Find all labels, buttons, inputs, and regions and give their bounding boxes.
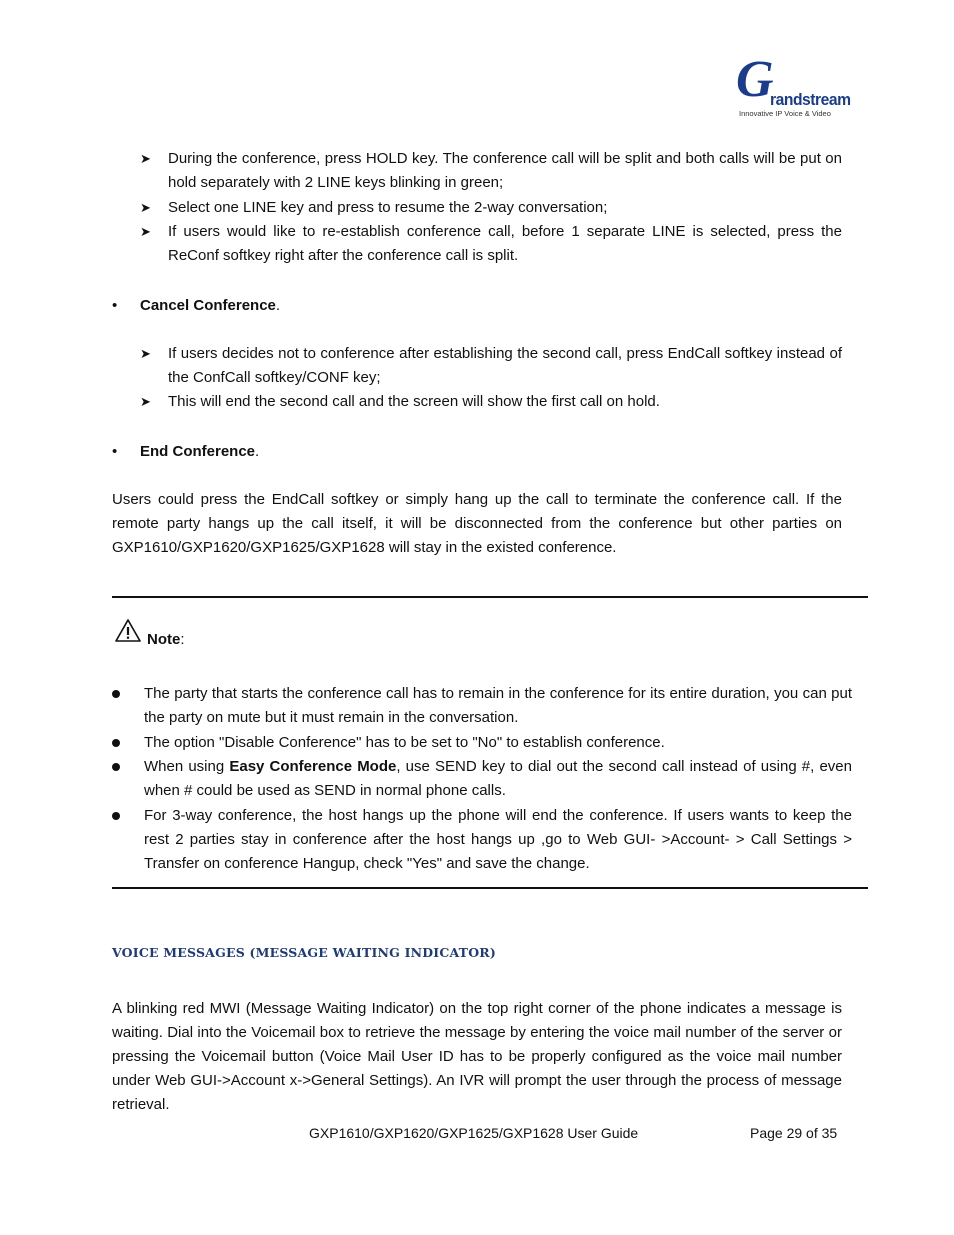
bullet-icon — [112, 690, 120, 698]
hold-step-text: If users would like to re-establish conference call, before 1 separate LINE is selected, press the ReConf softkey right after the conference call is split. — [168, 223, 842, 264]
note-item-text: The option "Disable Conference" has to be set to "No" to establish conference. — [144, 734, 665, 751]
footer-page-number: Page 29 of 35 — [750, 1125, 838, 1141]
bullet-icon — [112, 812, 120, 820]
end-conference-label: End Conference — [140, 443, 256, 460]
cancel-step — [140, 342, 842, 390]
arrow-bullet-icon: ➤ — [140, 394, 151, 409]
voice-messages-title: VOICE MESSAGES (MESSAGE WAITING INDICATOR) — [112, 945, 496, 960]
hold-step-text: During the conference, press HOLD key. The conference call will be split and both calls will be put on hold separately with 2 LINE keys blinking in green; — [168, 150, 842, 191]
note-label: Note — [147, 631, 181, 648]
logo-wordmark: randstream — [770, 90, 851, 109]
note-item-text-post: , use SEND key to dial out the second call instead of using #, even when # could be used as SEND in normal phone calls. — [144, 758, 852, 799]
grandstream-logo — [734, 51, 851, 120]
note-item-text-pre: When using — [144, 758, 230, 775]
hold-step-text: Select one LINE key and press to resume the 2-way conversation; — [168, 199, 608, 216]
easy-conference-mode-term: Easy Conference Mode — [229, 758, 397, 775]
logo-tagline: Innovative IP Voice & Video — [739, 109, 831, 118]
voice-messages-paragraph: A blinking red MWI (Message Waiting Indicator) on the top right corner of the phone indicates a message is waiting. Dial into the Voicemail box to retrieve the message by entering the voice mail number of the server or pressing the Voicemail button (Voice Mail User ID has to be properly configured as the voice mail number under Web GUI->Account x->General Settings). An IVR will prompt the user through the process of message retrieval. — [112, 1000, 842, 1113]
cancel-step-text: This will end the second call and the screen will show the first call on hold. — [168, 393, 660, 410]
note-item-text — [144, 755, 852, 803]
note-item — [112, 731, 852, 755]
hold-step — [140, 196, 842, 220]
cancel-step — [140, 390, 842, 414]
arrow-bullet-icon: ➤ — [140, 224, 151, 239]
bullet-icon — [112, 763, 120, 771]
arrow-bullet-icon: ➤ — [140, 346, 151, 361]
logo-letter: G — [736, 51, 774, 108]
bullet-icon: • — [112, 297, 118, 314]
arrow-bullet-icon: ➤ — [140, 151, 151, 166]
bullet-icon: • — [112, 443, 118, 460]
hold-step — [140, 147, 842, 195]
cancel-conference-label: Cancel Conference — [140, 297, 276, 314]
arrow-bullet-icon: ➤ — [140, 200, 151, 215]
document-page: G randstream Innovative IP Voice & Video ➤ During the conference, press HOLD key. The conference call will be split and both calls will be put on hold separately with 2 LINE keys blinking in green; ➤ Select one LINE key and press to resume the 2-way conversation; ➤ If users would like to re-establish conference call, before 1 separate LINE is selected, press the ReConf softkey right after the conference call is split. • Cancel Conference. ➤ If users decides not to conference after establishing the second call, press EndCall softkey instead of the ConfCall softkey/CONF key; ➤ This will end the second call and the screen will show the first call on hold. • End Conference. Users could press the EndCall softkey or simply hang up the call to terminate the conference call. If the remote party hangs up the call itself, it will be disconnected from the conference but other parties on GXP1610/GXP1620/GXP1625/GXP1628 will stay in the existed conference. Note: The party that starts the conference call has to remain in the conference for its entire duration, you can put the party on mute but it must remain in the conversation. The option "Disable Conference" has to be set to "No" to establish conference. When using Easy Conference Mode, use SEND key to dial out the second call instead of using #, even when # could be used as SEND in normal phone calls. For 3-way conference, the host hangs up the phone will end the conference. If users wants to keep the rest 2 parties stay in conference after the host hangs up ,go to Web GUI- >Account- > Call Settings > Transfer on conference Hangup, check "Yes" and save the change. VOICE MESSAGES (MESSAGE WAITING INDICATOR) A blinking red MWI (Message Waiting Indicator) on the top right corner of the phone indicates a message is waiting. Dial into the Voicemail box to retrieve the message by entering the voice mail number of the server or pressing the Voicemail button (Voice Mail User ID has to be properly configured as the voice mail number under Web GUI->Account x->General Settings). An IVR will prompt the user through the process of message retrieval. GXP1610/GXP1620/GXP1625/GXP1628 User Guide Page 29 of 35 — [0, 0, 954, 1235]
end-conference-paragraph: Users could press the EndCall softkey or simply hang up the call to terminate the conference call. If the remote party hangs up the call itself, it will be disconnected from the conference but other parties on GXP1610/GXP1620/GXP1625/GXP1628 will stay in the existed conference. — [112, 491, 842, 556]
warning-icon — [114, 618, 142, 644]
footer-guide-title: GXP1610/GXP1620/GXP1625/GXP1628 User Guide — [309, 1125, 639, 1141]
bullet-icon — [112, 739, 120, 747]
note-top-divider — [112, 596, 868, 598]
note-bottom-divider — [112, 887, 868, 889]
note-item — [112, 682, 852, 730]
note-item — [112, 755, 852, 803]
hold-step — [140, 220, 842, 268]
note-item-text: The party that starts the conference call has to remain in the conference for its entire duration, you can put the party on mute but it must remain in the conversation. — [144, 685, 852, 726]
note-item — [112, 804, 852, 876]
note-item-text: For 3-way conference, the host hangs up the phone will end the conference. If users wants to keep the rest 2 parties stay in conference after the host hangs up ,go to Web GUI- >Account- > Call Settings > Transfer on conference Hangup, check "Yes" and save the change. — [144, 807, 852, 872]
cancel-step-text: If users decides not to conference after establishing the second call, press EndCall softkey instead of the ConfCall softkey/CONF key; — [168, 345, 842, 386]
